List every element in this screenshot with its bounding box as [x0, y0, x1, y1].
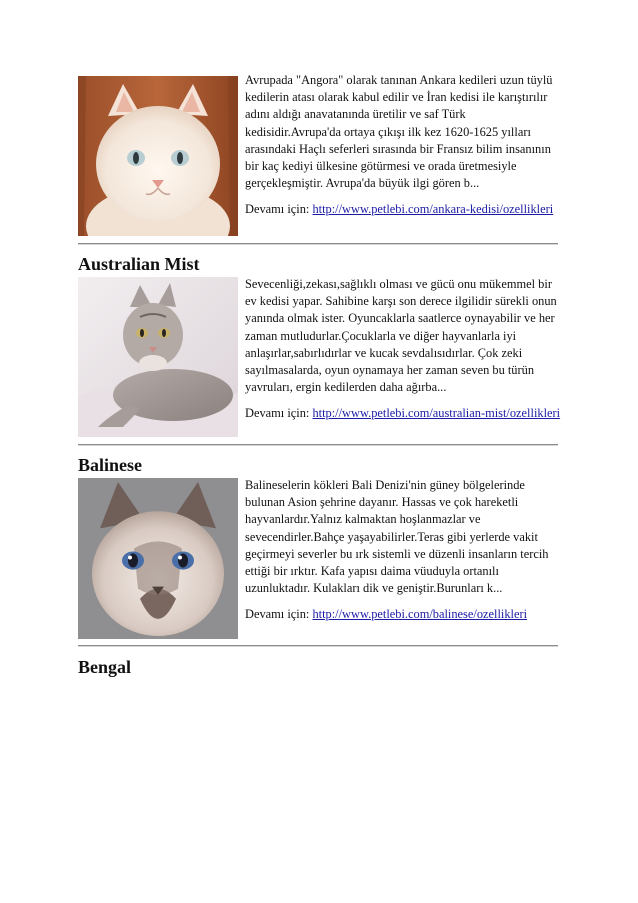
section-divider: [78, 444, 558, 445]
read-more: [245, 405, 561, 422]
breed-description: Avrupada "Angora" olarak tanınan Ankara kedileri uzun tüylü kedilerin atası olarak kabul edilir ve İran kedisi ile karıştırılır adını aldığı anavatanında üretilir ve saf Türk kedisidir.Avrupa'da ortaya çıkışı ilk kez 1620-1625 yılları arasındaki Haçlı seferleri sırasında bir Fransız bilim insanının bir kaç kediyi ülkesine götürmesi ve orada üretmesiyle gerçekleşmiştir. Avrupa'da büyük ilgi gören b...: [245, 73, 553, 191]
breed-title: Balinese: [78, 455, 143, 475]
breed-text-ankara: [245, 72, 561, 219]
breed-text-australian-mist: [245, 276, 561, 423]
read-more-prefix: Devamı için:: [245, 607, 313, 622]
breed-text-balinese: [245, 477, 561, 624]
read-more-prefix: Devamı için:: [245, 406, 313, 421]
grey-tabby-cat-photo: [78, 277, 238, 437]
read-more: [245, 201, 561, 218]
read-more-prefix: Devamı için:: [245, 202, 313, 217]
balinese-cat-photo: [78, 478, 238, 639]
breed-title: Australian Mist: [78, 254, 200, 274]
read-more-link[interactable]: http://www.petlebi.com/ankara-kedisi/ozellikleri: [312, 202, 554, 217]
breed-entry-australian-mist: [78, 276, 561, 444]
breed-description: Sevecenliği,zekası,sağlıklı olması ve gücü onu mükemmel bir ev kedisi yapar. Sahibine karşı son derece ilgilidir sürekli onun yanında olmak ister. Oyuncaklarla saatlerce oynayabilir ve her zaman mutludurlar.Çocuklarla ve diğer hayvanlarla iyi anlaşırlar,sabırlıdırlar ve kucak sevdalısıdırlar. Çok zeki sayılmasalarda, oyun oynamaya her zaman seven bu türün yavruları, ergin kedilerden daha ağırba...: [245, 277, 557, 395]
section-divider: [78, 243, 558, 244]
breed-title-bengal: Bengal: [78, 657, 132, 677]
read-more-link[interactable]: http://www.petlebi.com/australian-mist/ozellikleri: [312, 406, 561, 421]
breed-entry-balinese: [78, 477, 558, 643]
white-angora-cat-photo: [78, 76, 238, 236]
read-more: [245, 606, 561, 623]
breed-description: Balineselerin kökleri Bali Denizi'nin güney bölgelerinde bulunan Asion şehrine dayanır. Hassas ve çok hareketli hayvanlardır.Yalnız kalmaktan hoşlanmazlar ve sevecendirler.Bahçe yaşayabilirler.Teras gibi yerlerde vakit geçirmeyi severler bu ırk sistemli ve düzenli insanların tercih ettiği bir ırktır. Kafa yapısı daima vüuduyla ortanılı uzunluktadır. Kulakları dik ve geniştir.Burunları k...: [245, 478, 549, 596]
breed-entry-ankara: [78, 72, 558, 242]
section-divider: [78, 645, 558, 646]
read-more-link[interactable]: http://www.petlebi.com/balinese/ozellikleri: [312, 607, 528, 622]
